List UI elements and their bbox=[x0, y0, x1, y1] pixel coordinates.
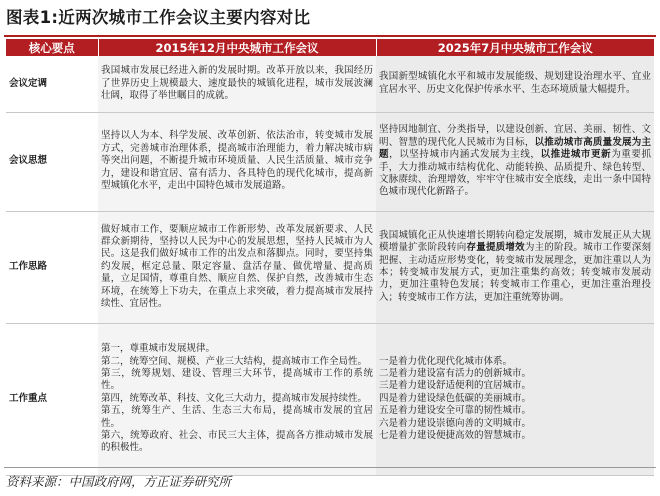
row-label-approach: 工作思路 bbox=[6, 211, 98, 323]
cell-2025-thought-text-b: ，以坚持城市内涵式发展为主线， bbox=[389, 149, 541, 161]
cell-2025-approach bbox=[376, 211, 654, 323]
list-item: 第三，统筹规划、建设、管理三大环节，提高城市工作的系统性。 bbox=[101, 367, 373, 392]
title-rule bbox=[4, 35, 656, 37]
cell-2015-thought: 坚持以人为本、科学发展、改革创新、依法治市，转变城市发展方式，完善城市治理体系，提高城市治理能力，着力解决城市病等突出问题，不断提升城市环境质量、人民生活质量、城市竞争力，建设和谐宜居、富有活力、各具特色的现代化城市，提高新型城镇化水平，走出中国特色城市发展道路。 bbox=[98, 112, 376, 211]
figure-title: 图表1:近两次城市工作会议主要内容对比 bbox=[6, 8, 311, 27]
list-item: 第四，统筹改革、科技、文化三大动力，提高城市发展持续性。 bbox=[101, 392, 368, 404]
list-item: 三是着力建设舒适便利的宜居城市。 bbox=[379, 380, 532, 392]
cell-2015-tone: 我国城市发展已经进入新的发展时期。改革开放以来，我国经历了世界历史上规模最大、速度最快的城镇化进程，城市发展波澜壮阔，取得了举世瞩目的成就。 bbox=[98, 56, 376, 112]
cell-2025-approach-emphasis: 存量提质增效 bbox=[466, 242, 525, 254]
list-item: 六是着力建设崇德向善的文明城市。 bbox=[379, 417, 532, 429]
cell-2025-thought bbox=[376, 112, 654, 211]
cell-2015-approach: 做好城市工作，要顺应城市工作新形势、改革发展新要求、人民群众新期待，坚持以人民为中心的发展思想，坚持人民城市为人民。这是我们做好城市工作的出发点和落脚点。同时，要坚持集约发展，框定总量、限定容量、盘活存量、做优增量、提高质量，立足国情，尊重自然、顺应自然、保护自然，改善城市生态环境，在统筹上下功夫，在重点上求突破，着力提高城市发展持续性、宜居性。 bbox=[98, 211, 376, 323]
row-label-thought: 会议思想 bbox=[6, 112, 98, 211]
header-key-points: 核心要点 bbox=[6, 39, 98, 56]
table-row bbox=[6, 211, 654, 323]
table-row bbox=[6, 323, 654, 475]
header-2025-meeting: 2025年7月中央城市工作会议 bbox=[376, 39, 654, 56]
cell-2025-approach-text-b: 为主的阶段。城市工作要深刻把握、主动适应形势变化，转变城市发展理念，更加注重以人为本；转变城市发展方式，更加注重集约高效；转变城市发展动力，更加注重特色发展；转变城市工作重心，更加注重治理投入；转变城市工作方法，更加注重统筹协调。 bbox=[379, 242, 651, 303]
list-item: 第六，统筹政府、社会、市民三大主体，提高各方推动城市发展的积极性。 bbox=[101, 430, 373, 454]
list-item: 第一，尊重城市发展规律。 bbox=[101, 343, 216, 355]
cell-2015-priorities bbox=[98, 323, 376, 475]
cell-2025-thought-text-c: 为重要抓手，大力推动城市结构优化、动能转换、品质提升、绿色转型、文脉赓续、治理增效，牢牢守住城市安全底线，走出一条中国特色城市现代化新路子。 bbox=[379, 149, 651, 198]
list-item: 四是着力建设绿色低碳的美丽城市。 bbox=[379, 392, 532, 404]
source-rule bbox=[4, 467, 656, 468]
list-item: 五是着力建设安全可靠的韧性城市。 bbox=[379, 405, 532, 417]
table-row bbox=[6, 112, 654, 211]
source-note: 资料来源：中国政府网，方正证券研究所 bbox=[6, 474, 232, 489]
list-item: 第二，统筹空间、规模、产业三大结构，提高城市工作全局性。 bbox=[101, 355, 368, 367]
list-item: 第五，统筹生产、生活、生态三大布局，提高城市发展的宜居性。 bbox=[101, 405, 373, 429]
table-header-row bbox=[6, 39, 654, 56]
list-item: 七是着力建设便捷高效的智慧城市。 bbox=[379, 430, 532, 442]
comparison-table bbox=[6, 39, 654, 476]
cell-2025-approach-text-a: 我国城镇化正从快速增长期转向稳定发展期，城市发展正从大规模增量扩张阶段转向 bbox=[379, 229, 651, 254]
header-2015-meeting: 2015年12月中央城市工作会议 bbox=[98, 39, 376, 56]
table-row bbox=[6, 56, 654, 112]
row-label-priorities: 工作重点 bbox=[6, 323, 98, 475]
list-item: 二是着力建设富有活力的创新城市。 bbox=[379, 367, 532, 379]
row-label-tone: 会议定调 bbox=[6, 56, 98, 112]
cell-2025-tone: 我国新型城镇化水平和城市发展能级、规划建设治理水平、宜业宜居水平、历史文化保护传承水平、生态环境质量大幅提升。 bbox=[376, 56, 654, 112]
cell-2025-thought-emphasis-renewal: 以推进城市更新 bbox=[540, 149, 612, 161]
cell-2025-priorities bbox=[376, 323, 654, 475]
cell-2025-thought-text-a: 坚持因地制宜、分类指导，以建设创新、宜居、美丽、韧性、文明、智慧的现代化人民城市为目标， bbox=[379, 124, 651, 148]
list-item: 一是着力优化现代化城市体系。 bbox=[379, 355, 513, 367]
cell-2025-thought-emphasis-theme: 以推动城市高质量发展为主题 bbox=[379, 136, 651, 161]
